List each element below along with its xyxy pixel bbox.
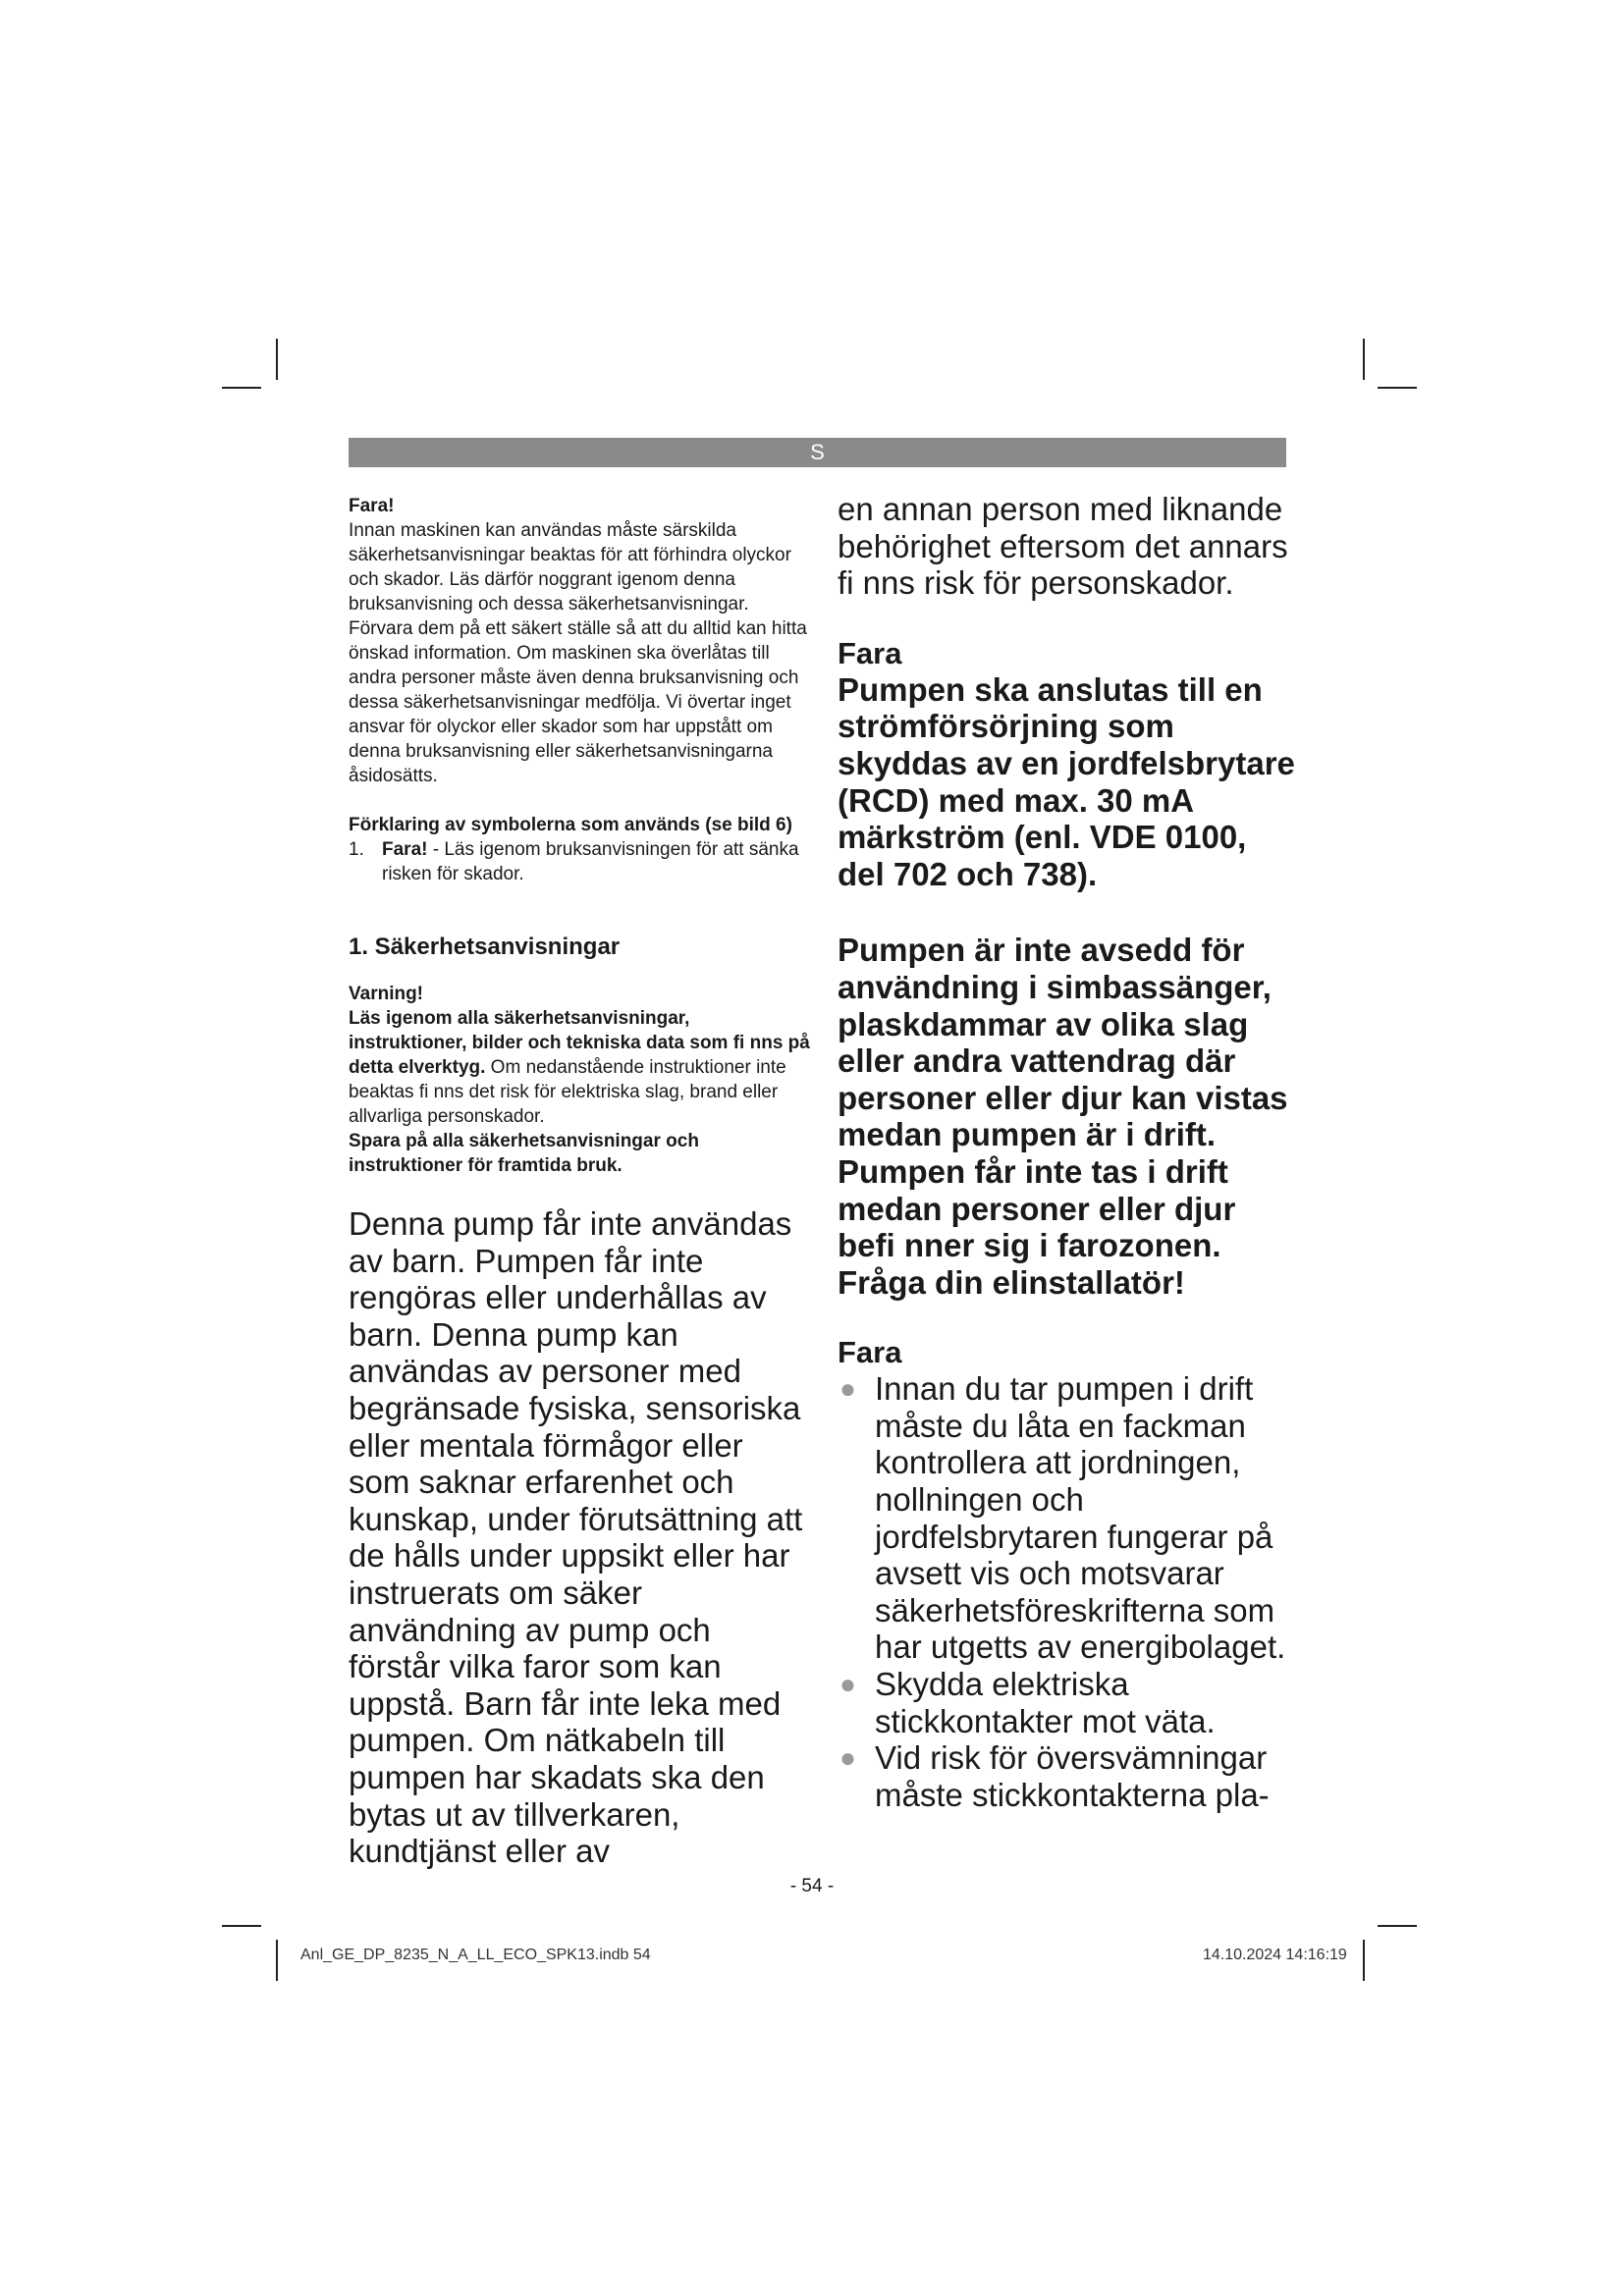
fara-bullet-list xyxy=(838,1370,1299,1813)
list-bold: Fara! xyxy=(382,839,428,860)
crop-mark xyxy=(1363,339,1365,380)
fara-block xyxy=(349,494,810,788)
footer-date-info: 14.10.2024 14:16:19 xyxy=(1203,1947,1347,1963)
fara-title: Fara! xyxy=(349,496,395,516)
list-item xyxy=(838,1370,1299,1666)
rcd-warning: Pumpen ska anslutas till en strömförsörjning som skyddas av en jordfelsbrytare (RCD) med max. 30 mA märkström (enl. VDE 0100, del 702 och 738). xyxy=(838,670,1295,892)
children-paragraph: Denna pump får inte användas av barn. Pumpen får inte rengöras eller underhållas av barn. Denna pump kan användas av personer med begränsade fysiska, sensoriska eller mentala förmågor eller som saknar erfarenhet och kunskap, under förutsättning att de hålls under uppsikt eller har instruerats om säker användning av pump och förstår vilka faror som kan uppstå. Barn får inte leka med pumpen. Om nätkabeln till pumpen har skadats ska den bytas ut av tillverkaren, kundtjänst eller av xyxy=(349,1205,803,1870)
bullet-icon: ● xyxy=(839,1669,856,1700)
list-item xyxy=(838,1666,1299,1739)
crop-mark xyxy=(222,387,261,389)
warning-paragraph xyxy=(349,1006,810,1129)
crop-mark xyxy=(1378,387,1417,389)
list-item xyxy=(838,1739,1299,1813)
crop-mark xyxy=(222,1925,261,1927)
crop-mark xyxy=(276,1940,278,1981)
fara-heading-2: Fara xyxy=(838,1335,902,1370)
continued-paragraph: en annan person med liknande behörighet eftersom det annars fi nns risk för personskador. xyxy=(838,491,1288,602)
keep-instructions: Spara på alla säkerhetsanvisningar och instruktioner för framtida bruk. xyxy=(349,1131,699,1176)
bullet-icon: ● xyxy=(839,1742,856,1774)
left-column xyxy=(349,494,810,1870)
crop-mark xyxy=(1363,1940,1365,1981)
section-heading: 1. Säkerhetsanvisningar xyxy=(349,934,621,960)
fara-text: Innan maskinen kan användas måste särskilda säkerhetsanvisningar beaktas för att förhindra olyckor och skador. Läs därför noggrant igenom denna bruksanvisning och dessa säkerhetsanvisningar. Förvara dem på ett säkert ställe så att du alltid kan hitta önskad information. Om maskinen ska överlåtas till andra personer måste även denna bruksanvisning och dessa säkerhetsanvisningar medfölja. Vi övertar inget ansvar för olyckor eller skador som har uppstått om denna bruksanvisning eller säkerhetsanvisningarna åsidosätts. xyxy=(349,520,807,786)
list-item xyxy=(349,837,810,886)
list-number: 1. xyxy=(349,839,364,860)
section-letter: S xyxy=(810,440,825,464)
warning-title: Varning! xyxy=(349,984,424,1004)
warning-bold: Läs igenom alla säkerhetsanvisningar, instruktioner, bilder och tekniska data som fi nns på detta elverktyg. xyxy=(349,1008,810,1078)
bullet-text: Vid risk för översvämningar måste stickkontakterna pla- xyxy=(875,1739,1270,1813)
warning-block xyxy=(349,982,810,1178)
crop-mark xyxy=(276,339,278,380)
list-text: - Läs igenom bruksanvisningen för att sänka risken för skador. xyxy=(382,839,799,884)
bullet-text: Skydda elektriska stickkontakter mot väta. xyxy=(875,1666,1216,1739)
symbols-list xyxy=(349,837,810,886)
pool-warning: Pumpen är inte avsedd för användning i simbassänger, plaskdammar av olika slag eller andra vattendrag där personer eller djur kan vistas medan pumpen är i drift. Pumpen får inte tas i drift medan personer eller djur befi nner sig i farozonen. Fråga din elinstallatör! xyxy=(838,932,1288,1301)
crop-mark xyxy=(1378,1925,1417,1927)
warning-text: Om nedanstående instruktioner inte beaktas fi nns det risk för elektriska slag, brand eller allvarliga personskador. xyxy=(349,1057,786,1127)
fara-heading-1: Fara xyxy=(838,635,902,670)
language-header-bar xyxy=(349,438,1286,467)
symbols-heading: Förklaring av symbolerna som används (se bild 6) xyxy=(349,815,792,835)
bullet-text: Innan du tar pumpen i drift måste du låta en fackman kontrollera att jordningen, nollningen och jordfelsbrytaren fungerar på avsett vis och motsvarar säkerhetsföreskrifterna som har utgetts av energibolaget. xyxy=(875,1370,1286,1666)
footer-file-info: Anl_GE_DP_8235_N_A_LL_ECO_SPK13.indb 54 xyxy=(300,1947,651,1963)
symbols-block xyxy=(349,813,810,886)
right-column xyxy=(838,491,1299,1813)
bullet-icon: ● xyxy=(839,1373,856,1405)
page-number: - 54 - xyxy=(789,1876,835,1896)
